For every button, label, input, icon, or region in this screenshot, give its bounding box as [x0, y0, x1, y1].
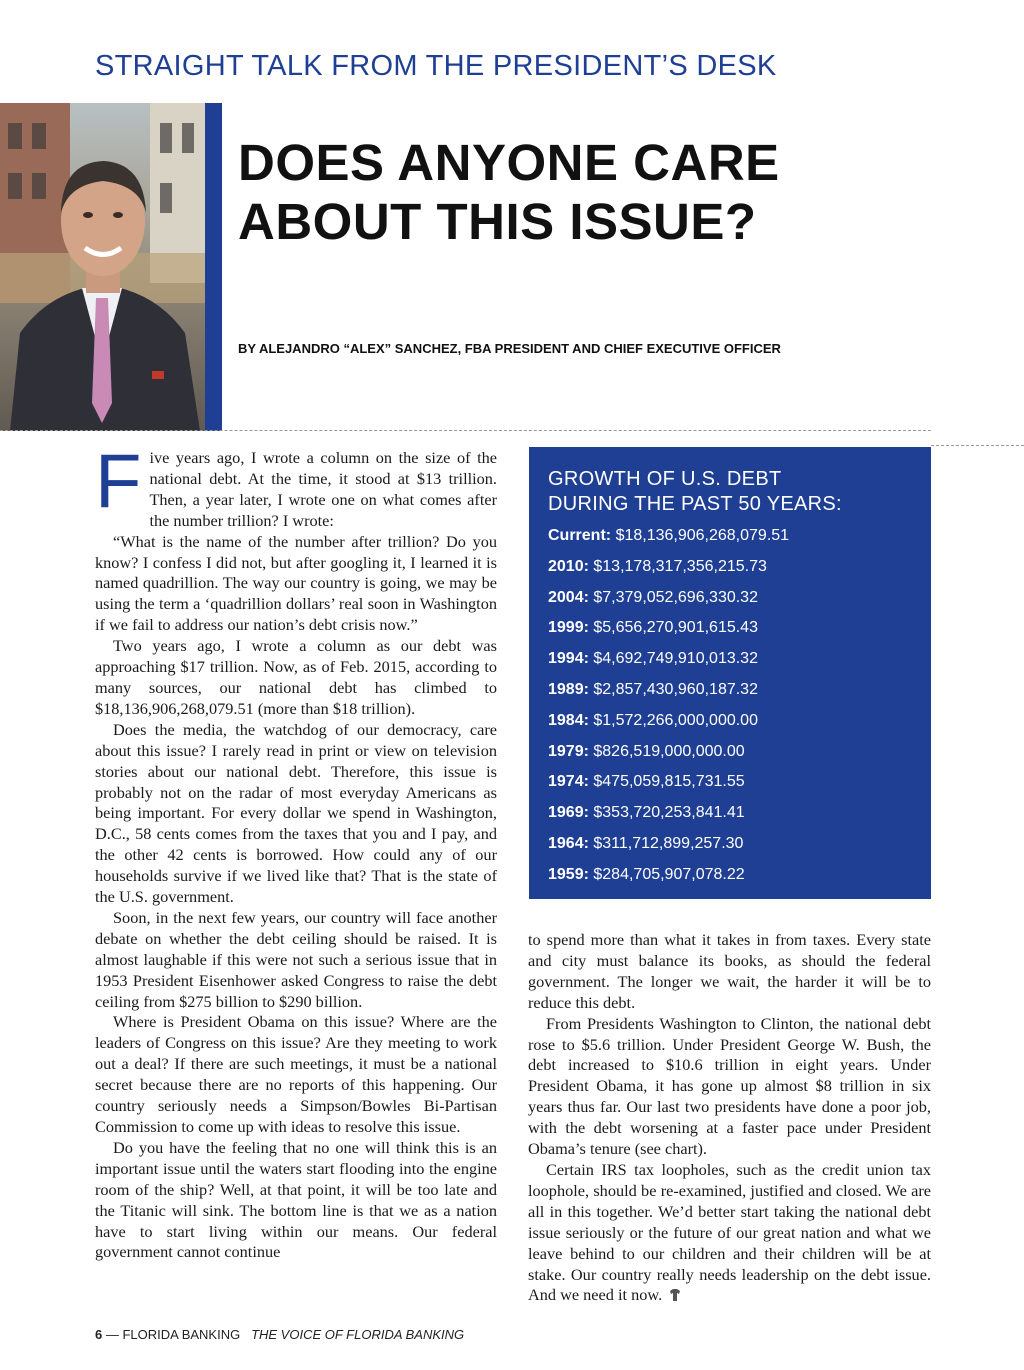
article-column-left	[95, 439, 497, 1263]
article-paragraph-6: Where is President Obama on this issue? Where are the leaders of Congress on this issue? Are they meeting to work out a deal? If there are such meetings, it must be a national secret because there are no reports of this happening. Our country seriously needs a Simpson/Bowles Bi-Partisan Commission to come up with ideas to resolve this issue.	[95, 1012, 497, 1136]
debt-year: 1964:	[548, 834, 589, 852]
debt-amount: $18,136,906,268,079.51	[615, 527, 790, 544]
debt-year: 1989:	[548, 680, 589, 698]
debt-row	[548, 583, 931, 614]
divider-dashed-right	[931, 445, 1024, 446]
debt-amount: $7,379,052,696,330.32	[593, 588, 758, 606]
article-paragraph-3: Two years ago, I wrote a column as our debt was approaching $17 trillion. Now, as of Feb. 2015, according to many sources, our national debt has climbed to $18,136,906,268,079.51 (more than $18 trillion).	[95, 636, 497, 718]
debt-amount: $284,705,907,078.22	[593, 865, 745, 883]
article-paragraph-10	[528, 1160, 931, 1306]
debt-row	[548, 706, 931, 737]
debt-amount: $2,857,430,960,187.32	[593, 680, 758, 698]
debt-row	[548, 767, 931, 798]
end-mark-icon	[668, 1288, 682, 1302]
debt-row	[548, 521, 931, 552]
debt-year: 2004:	[548, 588, 589, 606]
headline	[238, 133, 780, 251]
debt-amount: $475,059,815,731.55	[593, 773, 745, 791]
author-photo	[0, 103, 205, 431]
headline-line-2: ABOUT THIS ISSUE?	[238, 193, 757, 250]
article-paragraph-10-text: Certain IRS tax loopholes, such as the credit union tax loophole, should be re-examined, justified and closed. We are all in this together. We’d better start taking the national debt issue seriously or the future of our great nation and what we leave behind to our children and their children will be at stake. Our country really needs leadership on the debt issue. And we need it now.	[528, 1159, 931, 1305]
page-footer	[95, 1327, 464, 1342]
debt-row	[548, 860, 931, 891]
debt-year: 1994:	[548, 650, 589, 668]
debt-amount: $5,656,270,901,615.43	[593, 619, 758, 637]
debt-year: 1969:	[548, 804, 589, 822]
debt-row	[548, 737, 931, 768]
article-paragraph-2: “What is the name of the number after trillion? Do you know? I confess I did not, but after googling it, I learned it is named quadrillion. The way our country is going, we may be using the term a ‘quadrillion dollars’ real soon in Washington if we fail to address our nation’s debt crisis now.”	[95, 531, 497, 635]
debt-year: 1984:	[548, 711, 589, 729]
debt-year: 1974:	[548, 773, 589, 791]
author-photo-illustration	[0, 103, 205, 431]
article-paragraph-9: From Presidents Washington to Clinton, the national debt rose to $5.6 trillion. Under President George W. Bush, the debt increased to $10.6 trillion in eight years. Under President Obama, it has gone up almost $8 trillion in six years thus far. Our last two presidents have done a poor job, with the debt worsening at a faster pace under President Obama’s tenure (see chart).	[528, 1013, 931, 1159]
article-paragraph-5: Soon, in the next few years, our country will face another debate on whether the debt ceiling should be raised. It is almost laughable if this were not such a serious issue that in 1953 President Eisenhower asked Congress to raise the debt ceiling from $275 billion to $290 billion.	[95, 907, 497, 1011]
article-column-right	[528, 930, 931, 1306]
article-paragraph-4: Does the media, the watchdog of our democracy, care about this issue? I rarely read in print or view on television stories about our national debt. Therefore, this issue is probably not on the radar of most everyday Americans as being important. For every dollar we spend in Washington, D.C., 58 cents comes from the taxes that you and I pay, and the other 42 cents is borrowed. How could any of our households survive if we lived like that? That is the state of the U.S. government.	[95, 719, 497, 907]
magazine-tagline: THE VOICE OF FLORIDA BANKING	[251, 1327, 465, 1342]
debt-row	[548, 675, 931, 706]
debt-row	[548, 552, 931, 583]
debt-box-title	[548, 467, 931, 517]
debt-amount: $353,720,253,841.41	[593, 804, 745, 822]
debt-year: 1979:	[548, 742, 589, 760]
article-paragraph-7: Do you have the feeling that no one will think this is an important issue until the waters start flooding into the engine room of the ship? Well, at that point, it will be too late and the Titanic will sink. The bottom line is that we as a nation have to start living within our means. Our federal government cannot continue	[95, 1137, 497, 1262]
debt-row	[548, 644, 931, 675]
debt-amount: $311,712,899,257.30	[593, 834, 744, 852]
photo-accent-bar	[205, 103, 222, 431]
section-header: STRAIGHT TALK FROM THE PRESIDENT’S DESK	[95, 50, 777, 82]
debt-row	[548, 613, 931, 644]
divider-dashed-left	[0, 430, 931, 431]
footer-separator: —	[102, 1327, 123, 1342]
page-number: 6	[95, 1327, 103, 1342]
debt-box-title-line-2: DURING THE PAST 50 YEARS:	[548, 493, 842, 515]
debt-year: 1999:	[548, 619, 589, 637]
byline: BY ALEJANDRO “ALEX” SANCHEZ, FBA PRESIDENT AND CHIEF EXECUTIVE OFFICER	[238, 341, 781, 356]
debt-growth-box	[529, 447, 931, 899]
debt-list	[548, 521, 931, 891]
headline-line-1: DOES ANYONE CARE	[238, 134, 780, 191]
debt-amount: $13,178,317,356,215.73	[593, 557, 767, 575]
drop-cap: F	[95, 439, 142, 524]
magazine-name: FLORIDA BANKING	[122, 1327, 241, 1342]
article-paragraph-1	[95, 439, 497, 532]
debt-amount: $4,692,749,910,013.32	[593, 650, 758, 668]
debt-year: 1959:	[548, 865, 589, 883]
article-paragraph-8: to spend more than what it takes in from taxes. Every state and city must balance its books, as should the federal government. The longer we wait, the harder it will be to reduce this debt.	[528, 930, 931, 1012]
debt-row	[548, 798, 931, 829]
debt-year: Current:	[548, 527, 612, 544]
debt-year: 2010:	[548, 557, 589, 575]
debt-box-title-line-1: GROWTH OF U.S. DEBT	[548, 468, 782, 490]
debt-row	[548, 829, 931, 860]
debt-amount: $1,572,266,000,000.00	[593, 711, 758, 729]
article-paragraph-1-text: ive years ago, I wrote a column on the size of the national debt. At the time, it stood at $13 trillion. Then, a year later, I wrote one on what comes after the number trillion? I wrote:	[149, 448, 497, 530]
debt-amount: $826,519,000,000.00	[593, 742, 745, 760]
